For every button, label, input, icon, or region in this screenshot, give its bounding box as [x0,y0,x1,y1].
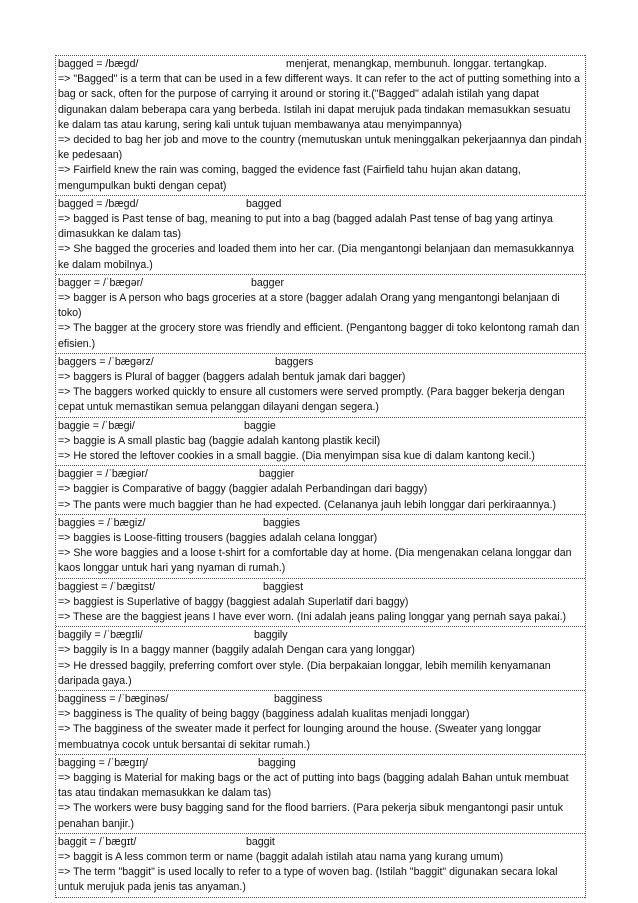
entry-headword-row [58,419,583,434]
dictionary-entry [56,690,585,754]
entry-line: => The workers were busy bagging sand for the flood barriers. (Para pekerja sibuk mengantongi pasir untuk penahan banjir.) [58,802,564,830]
entry-headword-row [58,516,583,531]
entry-headword-row [58,756,583,771]
headword-gloss: bagging [258,756,296,769]
entry-headword-row [58,835,583,850]
dictionary-entry [56,195,585,274]
headword-gloss: bagginess [274,692,323,705]
headword-pronunciation: baggily = /ˈbægɪli/ [58,629,143,642]
headword-gloss: baggers [275,355,314,368]
headword-pronunciation: baggit = /ˈbægɪt/ [58,835,137,848]
headword-pronunciation: bagger = /ˈbægər/ [58,276,144,289]
headword-gloss: menjerat, menangkap, membunuh. longgar. tertangkap. [286,58,547,70]
entry-headword-row [58,355,583,370]
entry-line: => The baggers worked quickly to ensure all customers were served promptly. (Para bagger bekerja dengan cepat untuk memastikan semua pelanggan dilayani dengan segera.) [58,386,565,414]
headword-gloss: baggiest [263,580,304,593]
entry-line: => The bagger at the grocery store was friendly and efficient. (Pengantong bagger di toko kelontong ramah dan efisien.) [58,322,580,350]
entry-line: => "Bagged" is a term that can be used in a few different ways. It can refer to the act of putting something into a bag or sack, often for the purpose of carrying it around or storing it.("Bagged" adalah istilah yang dapat digunakan dalam beberapa cara yang berbeda. Istilah ini dapat merujuk pada tindakan memasukkan sesuatu ke dalam tas atau karung, sering kali untuk tujuan membawanya atau menyimpannya) [58,73,581,131]
headword-pronunciation: baggies = /ˈbægiz/ [58,516,146,529]
dictionary-entry [56,274,585,353]
entry-line: => baggiest is Superlative of baggy (baggiest adalah Superlatif dari baggy) [58,595,409,608]
headword-gloss: baggie [244,419,276,432]
dictionary-entry [56,754,585,833]
headword-gloss: baggier [259,468,295,481]
entry-line: => The bagginess of the sweater made it perfect for lounging around the house. (Sweater yang longgar membuatnya cocok untuk bersantai di sekitar rumah.) [58,723,542,751]
entry-line: => decided to bag her job and move to the country (memutuskan untuk meninggalkan pekerjaannya dan pindah ke pedesaan) [58,134,582,162]
entry-line: => bagging is Material for making bags or the act of putting into bags (bagging adalah Bahan untuk membuat tas atau tindakan memasukkan ke dalam tas) [58,771,569,800]
headword-gloss: baggit [246,835,275,848]
entry-line: => bagged is Past tense of bag, meaning to put into a bag (bagged adalah Past tense of bag yang artinya dimasukkan ke dalam tas) [58,213,553,241]
entry-line: => The term "baggit" is used locally to refer to a type of woven bag. (Istilah "baggit" digunakan secara lokal untuk merujuk pada jenis tas anyaman.) [58,866,558,894]
entry-headword-row [58,197,583,212]
entry-headword-row [58,467,583,482]
entry-line: => Fairfield knew the rain was coming, bagged the evidence fast (Fairfield tahu hujan akan datang, mengumpulkan bukti dengan cepat) [58,164,521,192]
headword-pronunciation: bagged = /bægd/ [58,58,139,70]
dictionary-entry [56,55,585,195]
entry-line: => baggies is Loose-fitting trousers (baggies adalah celana longgar) [58,531,378,544]
dictionary-entry [56,417,585,466]
entry-headword-row [58,276,583,291]
headword-gloss: baggies [263,516,301,529]
dictionary-entry [56,833,585,898]
entry-line: => baggily is In a baggy manner (baggily adalah Dengan cara yang longgar) [58,644,415,657]
entry-line: => He dressed baggily, preferring comfort over style. (Dia berpakaian longgar, lebih memilih kenyamanan daripada gaya.) [58,659,551,687]
dictionary-entry [56,514,585,578]
entry-line: => baggit is A less common term or name (baggit adalah istilah atau nama yang kurang umum) [58,850,504,863]
dictionary-entry [56,353,585,417]
headword-pronunciation: baggier = /ˈbægiər/ [58,468,148,481]
dictionary-document [55,55,586,898]
entry-line: => The pants were much baggier than he had expected. (Celananya jauh lebih longgar dari perkiraannya.) [58,498,557,511]
entry-headword-row [58,692,583,707]
entry-line: => She wore baggies and a loose t-shirt for a comfortable day at home. (Dia mengenakan celana longgar dan kaos longgar untuk hari yang nyaman di rumah.) [58,547,572,575]
entry-line: => He stored the leftover cookies in a small baggie. (Dia menyimpan sisa kue di dalam kantong kecil.) [58,450,535,462]
entry-line: => bagger is A person who bags groceries at a store (bagger adalah Orang yang mengantongi belanjaan di toko) [58,292,560,320]
headword-gloss: baggily [254,629,288,642]
headword-gloss: bagged [246,197,282,210]
dictionary-entry [56,578,585,627]
headword-pronunciation: bagged = /bægd/ [58,197,139,210]
headword-pronunciation: bagging = /ˈbægɪŋ/ [58,756,149,769]
dictionary-entry [56,626,585,690]
entry-line: => bagginess is The quality of being baggy (bagginess adalah kualitas menjadi longgar) [58,708,470,721]
headword-pronunciation: bagginess = /ˈbæginəs/ [58,692,169,705]
entry-headword-row [58,580,583,595]
entry-headword-row [58,57,583,72]
entry-line: => baggier is Comparative of baggy (baggier adalah Perbandingan dari baggy) [58,483,428,496]
headword-pronunciation: baggie = /ˈbægi/ [58,419,135,432]
entry-line: => baggie is A small plastic bag (baggie adalah kantong plastik kecil) [58,434,381,447]
entry-line: => These are the baggiest jeans I have ever worn. (Ini adalah jeans paling longgar yang pernah saya pakai.) [58,610,567,623]
entry-line: => baggers is Plural of bagger (baggers adalah bentuk jamak dari bagger) [58,371,406,383]
dictionary-entry [56,465,585,514]
entry-headword-row [58,628,583,643]
headword-pronunciation: baggers = /ˈbægərz/ [58,355,154,368]
headword-pronunciation: baggiest = /ˈbægiɪst/ [58,580,156,593]
entry-line: => She bagged the groceries and loaded them into her car. (Dia mengantongi belanjaan dan memasukkannya ke dalam mobilnya.) [58,243,574,271]
headword-gloss: bagger [251,276,284,289]
